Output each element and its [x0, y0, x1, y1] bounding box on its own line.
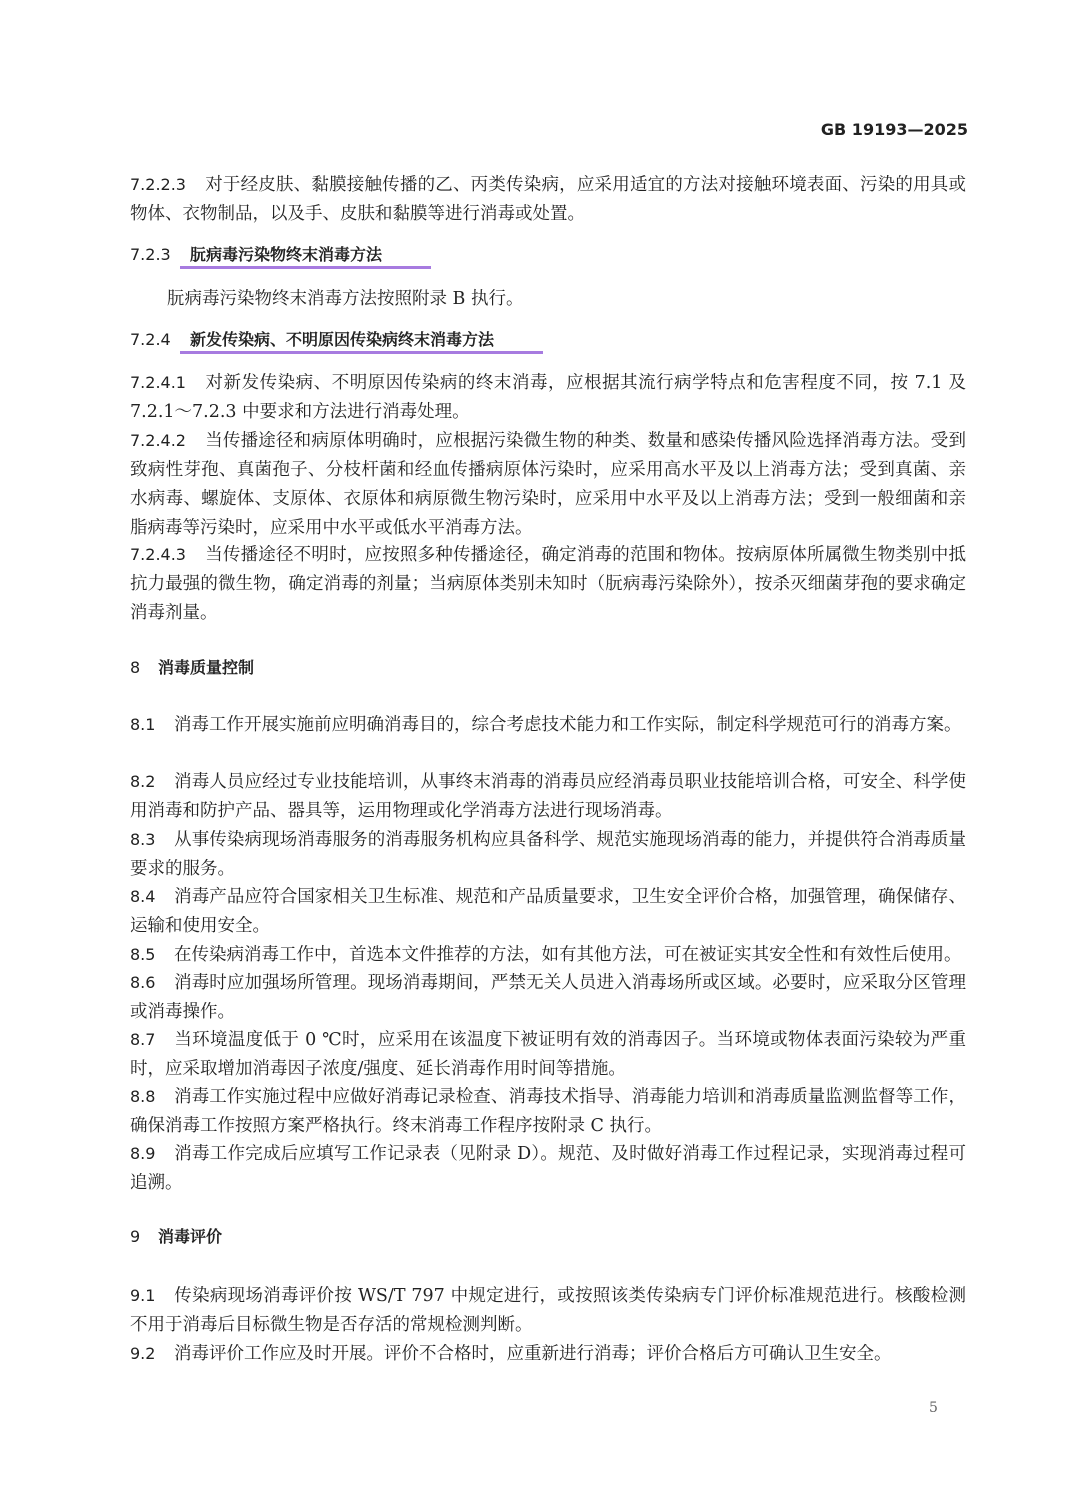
- clause-7-2-4-2: [130, 426, 966, 543]
- clause-8-1: [130, 710, 966, 740]
- clause-number: 8.5: [130, 945, 156, 964]
- clause-7-2-4-1: [130, 368, 966, 427]
- clause-text: 从事传染病现场消毒服务的消毒服务机构应具备科学、规范实施现场消毒的能力，并提供符合消毒质量要求的服务。: [130, 830, 966, 879]
- heading-number: 9: [130, 1227, 141, 1246]
- clause-text: 对新发传染病、不明原因传染病的终末消毒，应根据其流行病学特点和危害程度不同，按 7.1 及 7.2.1～7.2.3 中要求和方法进行消毒处理。: [130, 373, 966, 422]
- clause-8-9: [130, 1139, 966, 1198]
- clause-number: 8.3: [130, 830, 156, 849]
- heading-number: 8: [130, 658, 141, 677]
- clause-8-6: [130, 968, 966, 1027]
- clause-text: 当环境温度低于 0 ℃时，应采用在该温度下被证明有效的消毒因子。当环境或物体表面污染较为严重时，应采取增加消毒因子浓度/强度、延长消毒作用时间等措施。: [130, 1030, 966, 1079]
- clause-text: 消毒时应加强场所管理。现场消毒期间，严禁无关人员进入消毒场所或区域。必要时，应采取分区管理或消毒操作。: [130, 973, 966, 1022]
- clause-text: 消毒评价工作应及时开展。评价不合格时，应重新进行消毒；评价合格后方可确认卫生安全。: [174, 1344, 892, 1364]
- clause-number: 7.2.4.3: [130, 545, 186, 564]
- heading-title: 朊病毒污染物终末消毒方法: [190, 245, 383, 264]
- clause-text: 消毒工作完成后应填写工作记录表（见附录 D）。规范、及时做好消毒工作过程记录，实现消毒过程可追溯。: [130, 1144, 966, 1193]
- clause-number: 7.2.2.3: [130, 175, 186, 194]
- clause-9-1: [130, 1281, 966, 1340]
- heading-7-2-4: [130, 327, 494, 353]
- heading-title: 消毒质量控制: [158, 658, 255, 677]
- clause-number: 8.7: [130, 1030, 156, 1049]
- clause-text: 消毒人员应经过专业技能培训，从事终末消毒的消毒员应经消毒员职业技能培训合格，可安全、科学使用消毒和防护产品、器具等，运用物理或化学消毒方法进行现场消毒。: [130, 772, 966, 821]
- clause-8-5: [130, 940, 966, 970]
- highlight-underline: [180, 266, 431, 269]
- heading-title: 新发传染病、不明原因传染病终末消毒方法: [190, 330, 495, 349]
- clause-text: 当传播途径和病原体明确时，应根据污染微生物的种类、数量和感染传播风险选择消毒方法。受到致病性芽孢、真菌孢子、分枝杆菌和经血传播病原体污染时，应采用高水平及以上消毒方法；受到真菌、亲水病毒、螺旋体、支原体、衣原体和病原微生物污染时，应采用中水平及以上消毒方法；受到一般细菌和亲脂病毒等污染时，应采用中水平或低水平消毒方法。: [130, 431, 966, 538]
- clause-number: 8.9: [130, 1144, 156, 1163]
- heading-number: 7.2.3: [130, 245, 171, 264]
- heading-number: 7.2.4: [130, 330, 171, 349]
- clause-8-3: [130, 825, 966, 884]
- clause-8-8: [130, 1082, 966, 1141]
- heading-8: [130, 656, 254, 680]
- heading-7-2-3: [130, 242, 382, 268]
- heading-title: 消毒评价: [158, 1227, 223, 1246]
- page-number: 5: [929, 1400, 938, 1416]
- clause-number: 8.1: [130, 715, 156, 734]
- clause-8-7: [130, 1025, 966, 1084]
- clause-text: 消毒工作实施过程中应做好消毒记录检查、消毒技术指导、消毒能力培训和消毒质量监测监督等工作，确保消毒工作按照方案严格执行。终末消毒工作程序按附录 C 执行。: [130, 1087, 966, 1136]
- clause-text: 对于经皮肤、黏膜接触传播的乙、丙类传染病，应采用适宜的方法对接触环境表面、污染的用具或物体、衣物制品，以及手、皮肤和黏膜等进行消毒或处置。: [130, 175, 966, 224]
- clause-number: 9.2: [130, 1344, 156, 1363]
- standard-number: GB 19193—2025: [820, 120, 968, 139]
- clause-7-2-4-3: [130, 540, 966, 628]
- clause-text: 朊病毒污染物终末消毒方法按照附录 B 执行。: [167, 289, 524, 309]
- clause-number: 8.4: [130, 887, 156, 906]
- clause-number: 8.2: [130, 772, 156, 791]
- clause-number: 7.2.4.1: [130, 373, 186, 392]
- clause-text: 消毒工作开展实施前应明确消毒目的，综合考虑技术能力和工作实际，制定科学规范可行的消毒方案。: [174, 715, 962, 735]
- clause-text: 传染病现场消毒评价按 WS/T 797 中规定进行，或按照该类传染病专门评价标准规范进行。核酸检测不用于消毒后目标微生物是否存活的常规检测判断。: [130, 1286, 966, 1335]
- clause-7-2-2-3: [130, 170, 966, 229]
- clause-number: 9.1: [130, 1286, 156, 1305]
- clause-number: 8.8: [130, 1087, 156, 1106]
- highlight-underline: [180, 351, 543, 354]
- clause-8-2: [130, 767, 966, 826]
- clause-text: 当传播途径不明时，应按照多种传播途径，确定消毒的范围和物体。按病原体所属微生物类别中抵抗力最强的微生物，确定消毒的剂量；当病原体类别未知时（朊病毒污染除外），按杀灭细菌芽孢的要求确定消毒剂量。: [130, 545, 966, 623]
- clause-number: 8.6: [130, 973, 156, 992]
- clause-9-2: [130, 1339, 966, 1369]
- clause-8-4: [130, 882, 966, 941]
- clause-7-2-3-body: [167, 285, 967, 314]
- clause-text: 在传染病消毒工作中，首选本文件推荐的方法，如有其他方法，可在被证实其安全性和有效性后使用。: [174, 945, 962, 965]
- clause-text: 消毒产品应符合国家相关卫生标准、规范和产品质量要求，卫生安全评价合格，加强管理，确保储存、运输和使用安全。: [130, 887, 966, 936]
- heading-9: [130, 1225, 222, 1249]
- clause-number: 7.2.4.2: [130, 431, 186, 450]
